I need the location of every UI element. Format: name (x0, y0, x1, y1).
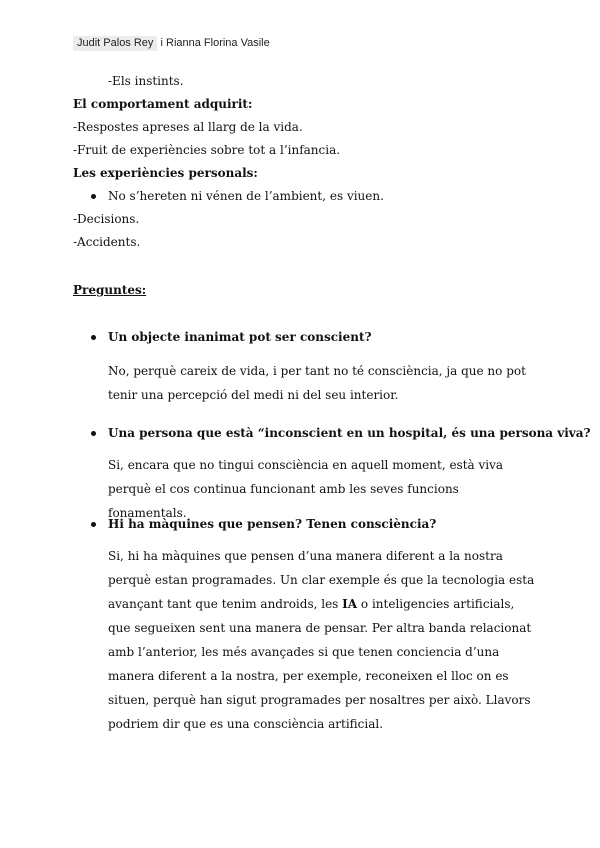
heading-comportament-adquirit: El comportament adquirit: (73, 97, 253, 111)
text-accidents: -Accidents. (73, 235, 141, 249)
text-fruit: -Fruit de experiències sobre tot a l’infancia. (73, 143, 341, 157)
answer-2: Si, encara que no tingui consciència en aquell moment, està viva perquè el cos continua funcionant amb les seves funcions fonamentals. (108, 458, 504, 520)
text-decisions: -Decisions. (73, 212, 140, 226)
bullet-dot (91, 431, 96, 436)
bullet-hereten: No s’hereten ni vénen de l’ambient, es viuen. (108, 189, 384, 203)
author-name-highlighted: Judit Palos Rey (73, 36, 157, 51)
heading-experiencies-personals: Les experiències personals: (73, 166, 258, 180)
answer-1: No, perquè careix de vida, i per tant no té consciència, ja que no pot tenir una percepció del medi ni del seu interior. (108, 364, 526, 402)
bullet-dot (91, 335, 96, 340)
text-respostes: -Respostes apreses al llarg de la vida. (73, 120, 303, 134)
text-instints: -Els instints. (108, 74, 184, 88)
question-2: Una persona que està “inconscient en un hospital, és una persona viva? (108, 426, 591, 440)
author-name-second: i Rianna Florina Vasile (160, 37, 270, 49)
answer-3-part1: Si, hi ha màquines que pensen d’una manera diferent a la nostra perquè estan programades. Un clar exemple és que la tecnologia esta avançant tant que tenim androids, les (108, 549, 535, 611)
authors-header (73, 37, 270, 49)
question-3: Hi ha màquines que pensen? Tenen consciència? (108, 517, 437, 531)
answer-3 (108, 544, 538, 736)
bullet-dot (91, 522, 96, 527)
heading-preguntes: Preguntes: (73, 283, 147, 297)
answer-3-part2: o inteligencies artificials, que segueixen sent una manera de pensar. Per altra banda relacionat amb l’anterior, les més avançades si que tenen conciencia d’una manera diferent a la nostra, per exemple, reconeixen el lloc on es situen, perquè han sigut programades per nosaltres per això. Llavors podriem dir que es una consciència artificial. (108, 597, 532, 731)
bullet-dot (91, 194, 96, 199)
question-1: Un objecte inanimat pot ser conscient? (108, 330, 372, 344)
answer-3-ia: IA (342, 597, 358, 611)
